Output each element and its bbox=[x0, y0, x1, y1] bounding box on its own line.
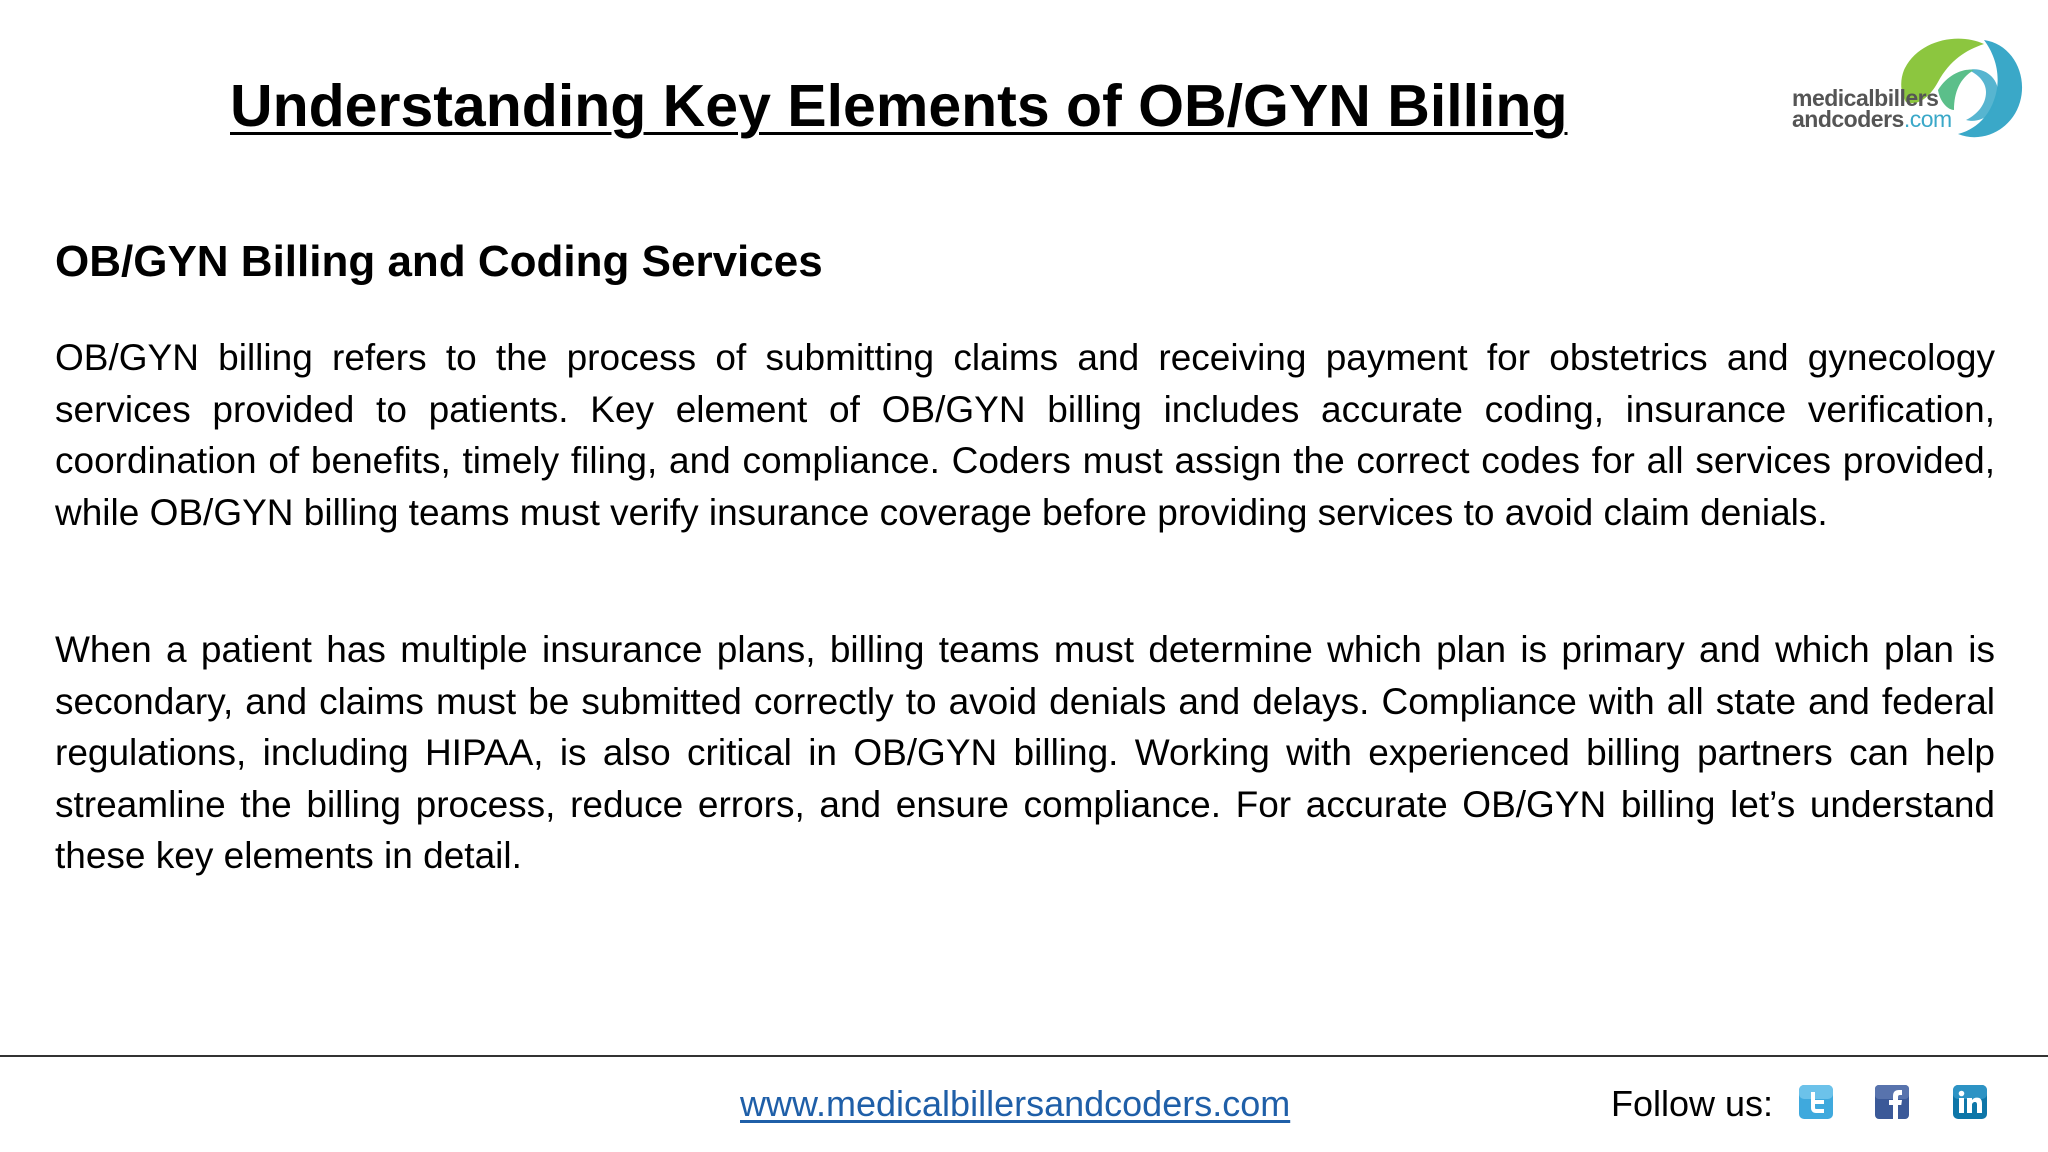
website-link[interactable]: www.medicalbillersandcoders.com bbox=[740, 1083, 1291, 1124]
footer-divider bbox=[0, 1055, 2048, 1057]
follow-us-label: Follow us: bbox=[1611, 1083, 1774, 1124]
logo-wordmark bbox=[1792, 85, 1952, 132]
logo-line-2: andcoders bbox=[1792, 106, 1904, 132]
facebook-icon[interactable] bbox=[1874, 1084, 1910, 1120]
twitter-icon[interactable] bbox=[1798, 1084, 1834, 1120]
company-logo[interactable] bbox=[1788, 30, 2024, 142]
body-paragraph-2: When a patient has multiple insurance plans, billing teams must determine which plan is primary and which plan is secondary, and claims must be submitted correctly to avoid denials and delays. Compliance with all state and federal regulations, including HIPAA, is also critical in OB/GYN billing. Working with experienced billing partners can help streamline the billing process, reduce errors, and ensure compliance. For accurate OB/GYN billing let’s understand these key elements in detail. bbox=[55, 629, 1995, 876]
logo-line-1: medicalbillers bbox=[1792, 85, 1939, 111]
logo-suffix: .com bbox=[1903, 106, 1952, 132]
body-paragraph-1: OB/GYN billing refers to the process of submitting claims and receiving payment for obstetrics and gynecology services provided to patients. Key element of OB/GYN billing includes accurate coding, insurance verification, coordination of benefits, timely filing, and compliance. Coders must assign the correct codes for all services provided, while OB/GYN billing teams must verify insurance coverage before providing services to avoid claim denials. bbox=[55, 337, 1995, 533]
section-heading: OB/GYN Billing and Coding Services bbox=[55, 237, 823, 286]
slide-title: Understanding Key Elements of OB/GYN Billing bbox=[230, 73, 1568, 139]
linkedin-icon[interactable] bbox=[1952, 1084, 1988, 1120]
